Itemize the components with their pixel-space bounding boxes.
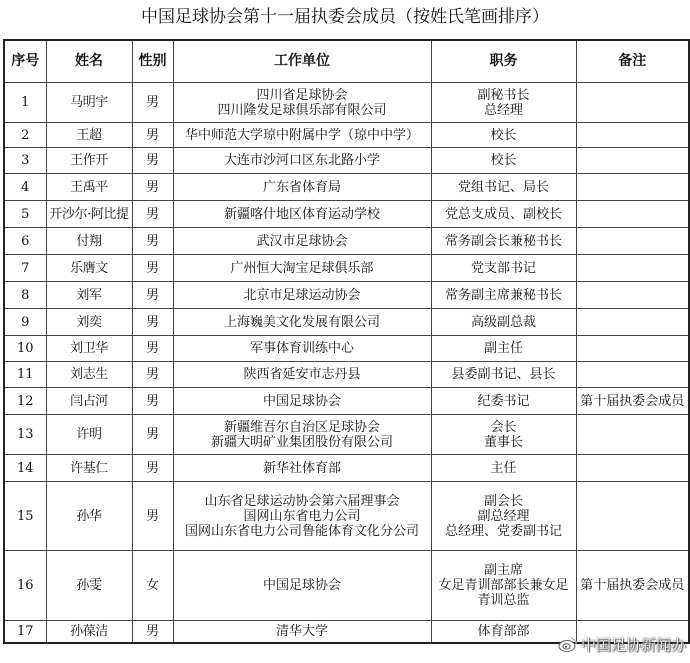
cell-work-unit-line: 新华社体育部 [262,460,341,476]
cell-gender: 男 [132,362,173,388]
cell-remarks: 第十届执委会成员 [576,551,689,621]
cell-gender: 男 [132,309,173,336]
watermark-text: 中国足协新闻办 [580,635,686,654]
cell-work-unit [173,482,431,551]
cell-position-line: 总经理 [483,102,523,118]
cell-remarks [576,83,689,123]
cell-gender: 男 [132,148,173,174]
cell-name: 许明 [46,415,132,455]
cell-work-unit-line: 广东省体育局 [262,179,341,195]
cell-remarks [576,362,689,388]
header-remarks: 备注 [576,40,689,83]
cell-position-line: 会长 [490,419,517,435]
cell-name: 刘奕 [46,309,132,336]
cell-work-unit-line: 中国足球协会 [262,578,341,593]
cell-work-unit [173,255,431,282]
cell-position-line: 董事长 [483,434,523,450]
cell-position-line: 副主任 [483,341,523,356]
cell-gender: 男 [132,282,173,309]
cell-position [431,255,576,282]
cell-remarks [576,482,689,551]
cell-gender: 女 [132,551,173,621]
cell-name: 王超 [46,123,132,148]
cell-work-unit-line: 上海巍美文化发展有限公司 [223,314,380,330]
cell-work-unit-line: 新疆喀什地区体育运动学校 [223,206,380,222]
table-row [4,482,689,551]
cell-remarks [576,282,689,309]
cell-number: 2 [4,123,46,148]
cell-number: 3 [4,148,46,174]
cell-name: 孙雯 [46,551,132,621]
table-row [4,388,689,415]
table-row [4,228,689,255]
cell-name: 许基仁 [46,455,132,482]
table-row [4,282,689,309]
cell-name: 马明宇 [46,83,132,123]
cell-work-unit-line: 广州恒大淘宝足球俱乐部 [230,260,374,276]
cell-position-line: 常务副会长兼秘书长 [444,233,562,249]
cell-position-line: 党总支成员、副校长 [444,206,562,222]
cell-position-line: 高级副总裁 [470,314,536,330]
cell-work-unit [173,148,431,174]
cell-work-unit-line: 华中师范大学琼中附属中学（琼中中学） [184,127,419,143]
table-row [4,415,689,455]
cell-position [431,201,576,228]
cell-work-unit [173,83,431,123]
members-table [3,39,690,644]
table-row [4,148,689,174]
table-row [4,362,689,388]
cell-remarks [576,174,689,201]
cell-remarks [576,228,689,255]
cell-gender: 男 [132,482,173,551]
cell-number: 15 [4,482,46,551]
cell-gender: 男 [132,455,173,482]
cell-position-line: 副主席 [483,563,523,578]
cell-remarks [576,415,689,455]
cell-number: 9 [4,309,46,336]
cell-name: 闫占河 [46,388,132,415]
page-title: 中国足球协会第十一届执委会成员（按姓氏笔画排序） [141,7,549,27]
cell-name: 刘卫华 [46,336,132,362]
cell-work-unit-line: 山东省足球运动协会第六届理事会 [204,493,400,509]
cell-work-unit [173,362,431,388]
table-row [4,201,689,228]
cell-name: 王禹平 [46,174,132,201]
cell-work-unit [173,415,431,455]
cell-gender: 男 [132,123,173,148]
cell-gender: 男 [132,228,173,255]
cell-number: 8 [4,282,46,309]
cell-remarks [576,255,689,282]
cell-work-unit [173,201,431,228]
cell-position-line: 县委副书记、县长 [451,367,556,382]
cell-position-line: 体育部部 [477,623,530,639]
cell-position-line: 副秘书长 [477,87,530,103]
header-row [4,40,689,83]
cell-remarks [576,123,689,148]
cell-name: 付翔 [46,228,132,255]
cell-position [431,309,576,336]
cell-number: 10 [4,336,46,362]
weibo-icon [558,635,578,653]
cell-work-unit-line: 大连市沙河口区东北路小学 [223,153,380,168]
table-body [4,83,689,643]
cell-work-unit-line: 国网山东省电力公司 [243,508,361,524]
cell-name: 孙华 [46,482,132,551]
cell-position [431,336,576,362]
cell-number: 1 [4,83,46,123]
cell-position-line: 青训总监 [477,593,530,608]
cell-number: 6 [4,228,46,255]
cell-number: 4 [4,174,46,201]
cell-name: 王作开 [46,148,132,174]
cell-position-line: 副总经理 [477,508,530,524]
cell-number: 7 [4,255,46,282]
cell-remarks [576,201,689,228]
cell-work-unit [173,174,431,201]
cell-position [431,228,576,255]
cell-work-unit [173,551,431,621]
table-row [4,455,689,482]
cell-position [431,362,576,388]
cell-position [431,388,576,415]
cell-work-unit-line: 武汉市足球协会 [256,233,348,249]
header-work-unit: 工作单位 [173,40,431,83]
cell-name: 孙葆洁 [46,621,132,643]
cell-number: 14 [4,455,46,482]
cell-gender: 男 [132,388,173,415]
cell-work-unit-line: 四川隆发足球俱乐部有限公司 [217,102,387,118]
cell-gender: 男 [132,201,173,228]
cell-work-unit [173,336,431,362]
cell-position-line: 校长 [490,127,517,143]
cell-work-unit-line: 陕西省延安市志丹县 [243,367,361,382]
watermark [558,633,686,655]
header-number: 序号 [4,40,46,83]
table-row [4,551,689,621]
table-row [4,83,689,123]
cell-name: 乐膺文 [46,255,132,282]
cell-work-unit [173,282,431,309]
cell-work-unit-line: 北京市足球运动协会 [243,287,361,303]
cell-position [431,282,576,309]
table-row [4,336,689,362]
cell-number: 5 [4,201,46,228]
cell-position-line: 主任 [490,460,517,476]
cell-position-line: 总经理、党委副书记 [444,523,562,539]
cell-work-unit-line: 军事体育训练中心 [249,341,354,356]
cell-name: 开沙尔·阿比提 [46,201,132,228]
cell-work-unit-line: 国网山东省电力公司鲁能体育文化分公司 [184,523,419,539]
cell-gender: 男 [132,174,173,201]
cell-gender: 男 [132,255,173,282]
cell-work-unit-line: 新疆大明矿业集团股份有限公司 [210,434,393,450]
cell-position [431,83,576,123]
cell-work-unit [173,309,431,336]
cell-position-line: 女足青训部部长兼女足 [438,578,569,593]
cell-remarks [576,455,689,482]
cell-position [431,551,576,621]
cell-position [431,123,576,148]
cell-gender: 男 [132,415,173,455]
cell-remarks [576,309,689,336]
cell-number: 11 [4,362,46,388]
cell-gender: 男 [132,621,173,643]
cell-position-line: 校长 [490,153,517,168]
cell-position-line: 纪委书记 [477,393,530,409]
cell-work-unit-line: 中国足球协会 [262,393,341,409]
cell-gender: 男 [132,83,173,123]
cell-remarks [576,148,689,174]
cell-remarks: 第十届执委会成员 [576,388,689,415]
cell-work-unit [173,228,431,255]
cell-position [431,148,576,174]
cell-number: 16 [4,551,46,621]
cell-work-unit-line: 四川省足球协会 [256,87,348,103]
cell-position [431,455,576,482]
cell-name: 刘志生 [46,362,132,388]
table-row [4,255,689,282]
cell-work-unit [173,388,431,415]
cell-position-line: 常务副主席兼秘书长 [444,287,562,303]
cell-number: 17 [4,621,46,643]
header-gender: 性别 [132,40,173,83]
header-name: 姓名 [46,40,132,83]
cell-position [431,415,576,455]
cell-position [431,174,576,201]
cell-position [431,621,576,643]
cell-name: 刘军 [46,282,132,309]
cell-gender: 男 [132,336,173,362]
cell-work-unit-line: 清华大学 [275,623,328,639]
cell-work-unit [173,123,431,148]
header-position: 职务 [431,40,576,83]
cell-number: 13 [4,415,46,455]
cell-work-unit [173,621,431,643]
cell-remarks [576,336,689,362]
cell-number: 12 [4,388,46,415]
cell-work-unit-line: 新疆维吾尔自治区足球协会 [223,419,380,435]
cell-position-line: 副会长 [483,493,523,509]
table-row [4,174,689,201]
cell-work-unit [173,455,431,482]
cell-position [431,482,576,551]
table-row [4,123,689,148]
table-row [4,309,689,336]
cell-position-line: 党支部书记 [470,260,536,276]
cell-position-line: 党组书记、局长 [457,179,549,195]
